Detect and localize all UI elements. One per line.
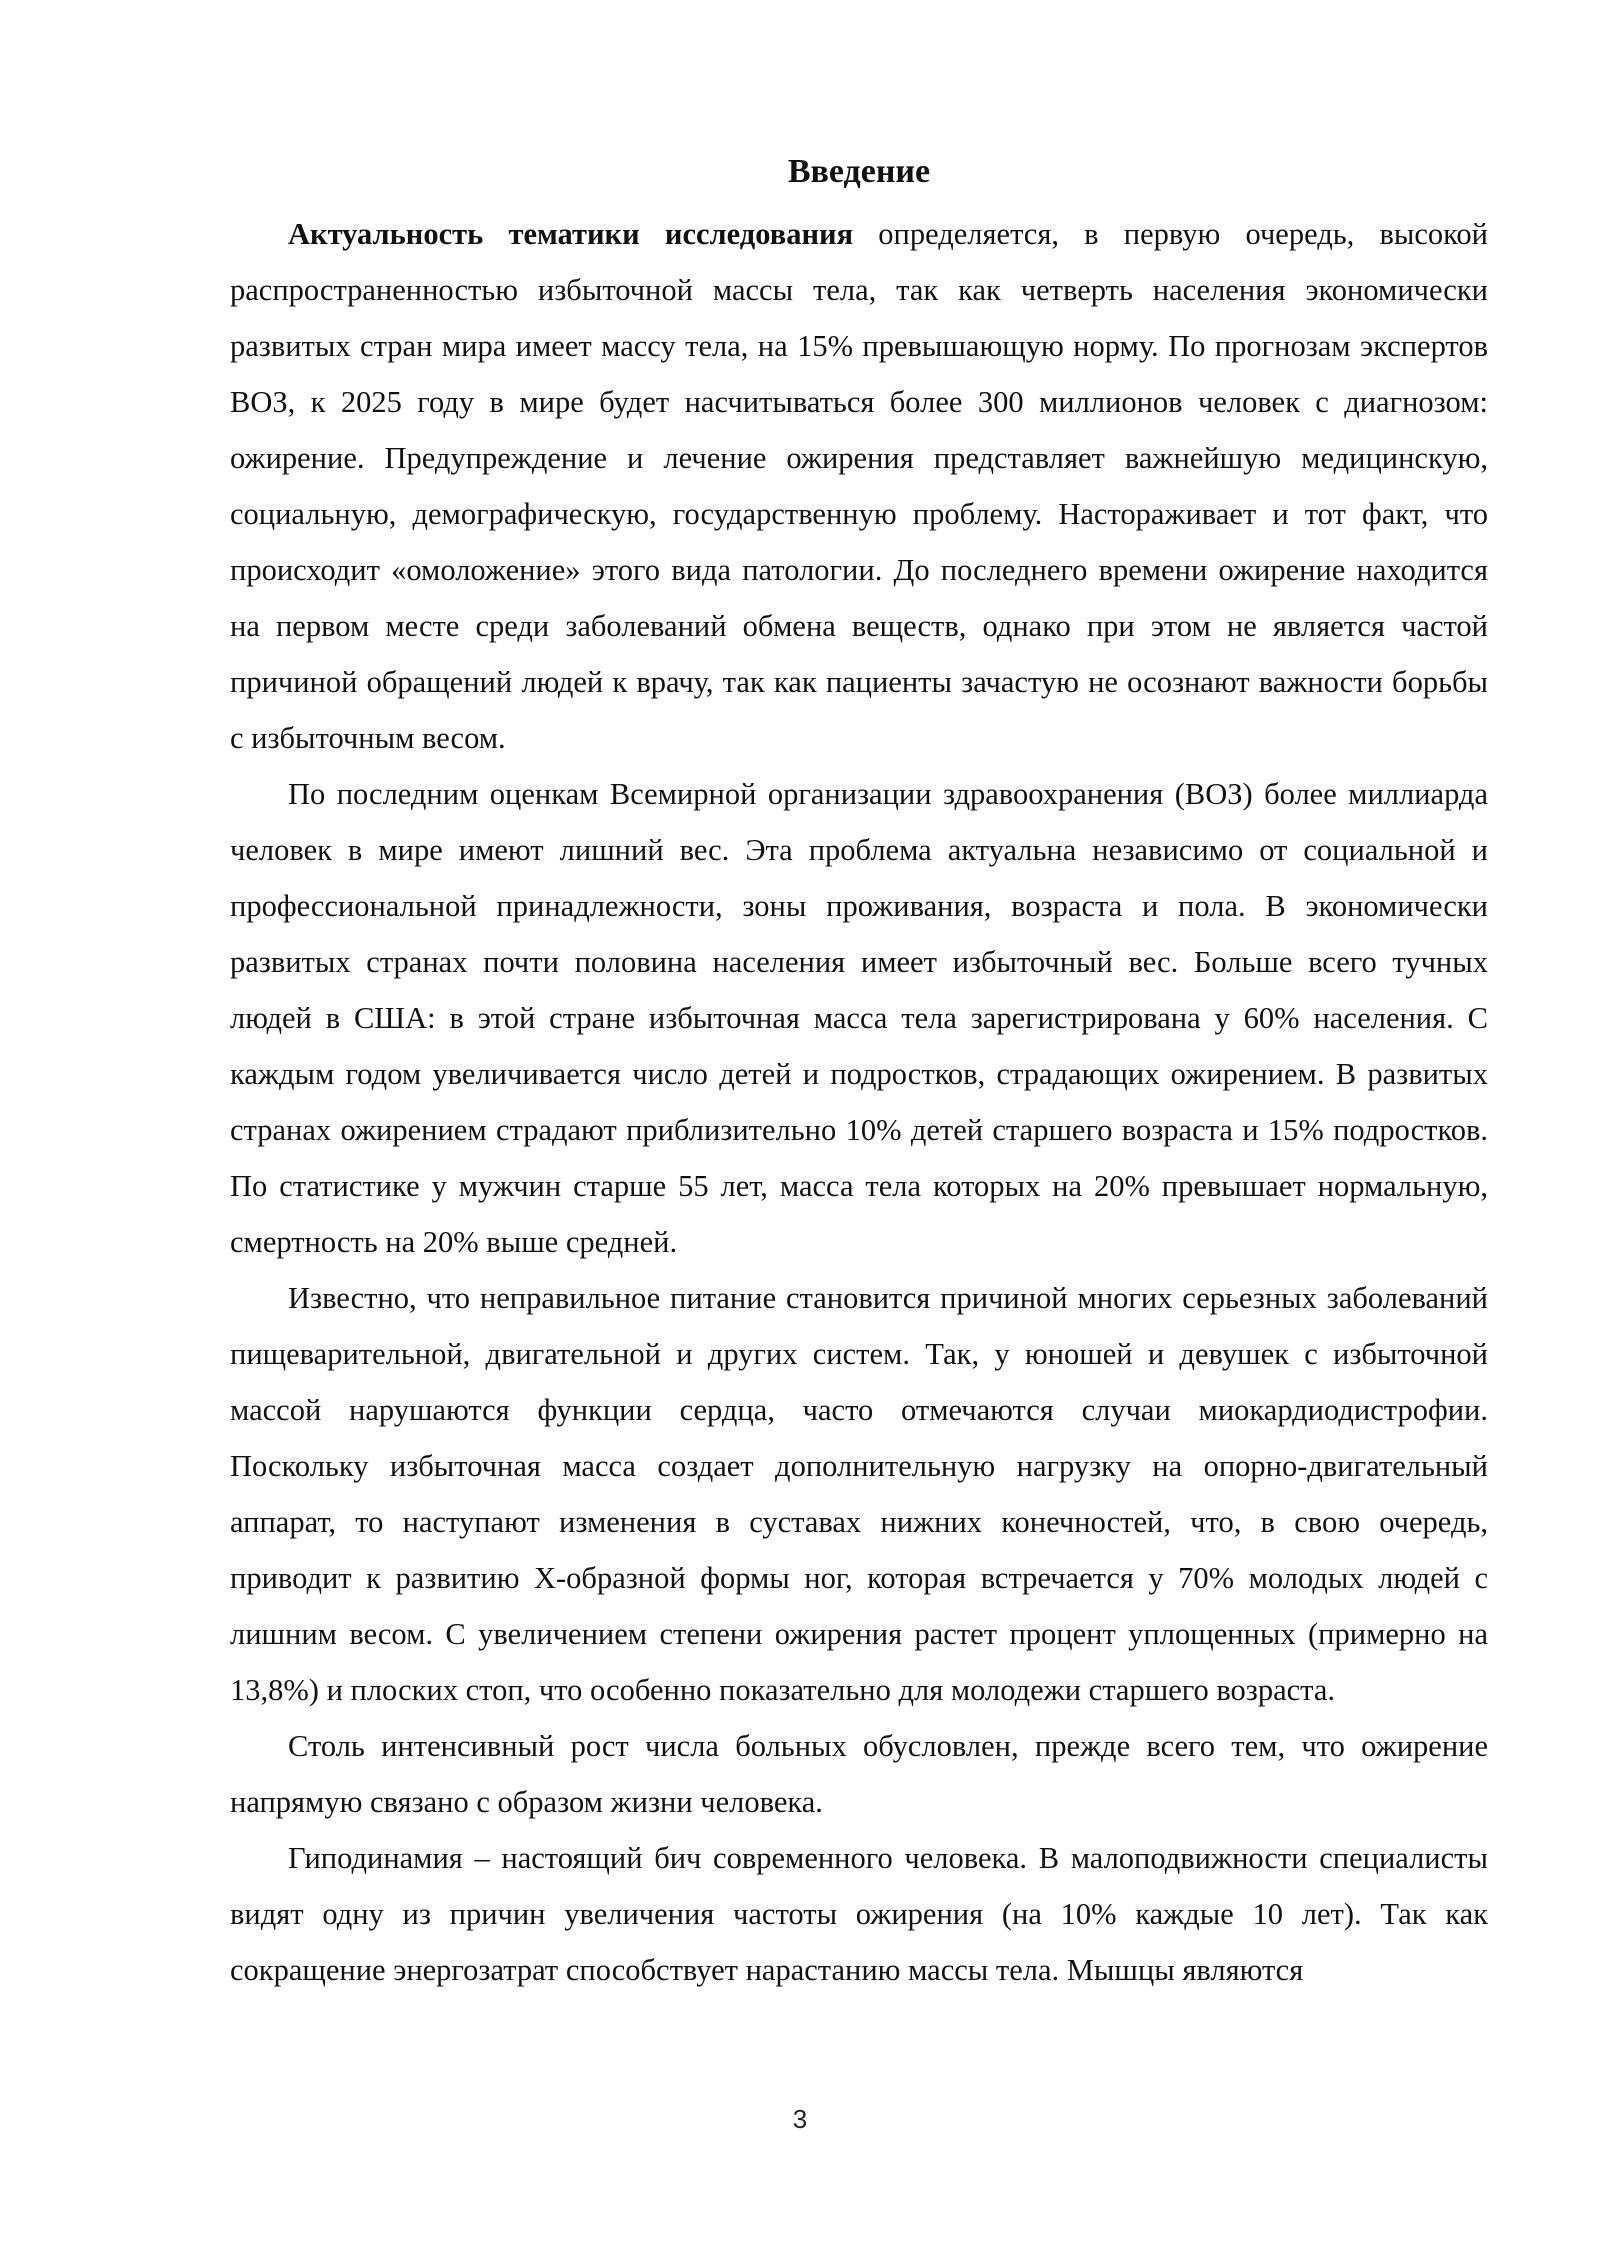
page-content bbox=[230, 140, 1488, 1998]
paragraph-diseases: Известно, что неправильное питание становится причиной многих серьезных заболеваний пищеварительной, двигательной и других систем. Так, у юношей и девушек с избыточной массой нарушаются функции сердца, часто отмечаются случаи миокардиодистрофии. Поскольку избыточная масса создает дополнительную нагрузку на опорно-двигательный аппарат, то наступают изменения в суставах нижних конечностей, что, в свою очередь, приводит к развитию Х-образной формы ног, которая встречается у 70% молодых людей с лишним весом. С увеличением степени ожирения растет процент уплощенных (примерно на 13,8%) и плоских стоп, что особенно показательно для молодежи старшего возраста. bbox=[230, 1281, 1488, 1707]
paragraph-hypodynamia: Гиподинамия – настоящий бич современного человека. В малоподвижности специалисты видят одну из причин увеличения частоты ожирения (на 10% каждые 10 лет). Так как сокращение энергозатрат способствует нарастанию массы тела. Мышцы являются bbox=[230, 1841, 1488, 1987]
page-title: Введение bbox=[787, 153, 931, 190]
paragraph-lifestyle: Столь интенсивный рост числа больных обусловлен, прежде всего тем, что ожирение напрямую связано с образом жизни человека. bbox=[230, 1729, 1488, 1819]
paragraph-relevance bbox=[230, 206, 1488, 766]
paragraph-text: определяется, в первую очередь, высокой распространенностью избыточной массы тела, так как четверть населения экономически развитых стран мира имеет массу тела, на 15% превышающую норму. По прогнозам экспертов ВОЗ, к 2025 году в мире будет насчитываться более 300 миллионов человек с диагнозом: ожирение. Предупреждение и лечение ожирения представляет важнейшую медицинскую, социальную, демографическую, государственную проблему. Настораживает и тот факт, что происходит «омоложение» этого вида патологии. До последнего времени ожирение находится на первом месте среди заболеваний обмена веществ, однако при этом не является частой причиной обращений людей к врачу, так как пациенты зачастую не осознают важности борьбы с избыточным весом. bbox=[230, 217, 1488, 755]
paragraph-lead-bold: Актуальность тематики исследования bbox=[288, 217, 854, 251]
paragraph-who-estimates: По последним оценкам Всемирной организации здравоохранения (ВОЗ) более миллиарда человек в мире имеют лишний вес. Эта проблема актуальна независимо от социальной и профессиональной принадлежности, зоны проживания, возраста и пола. В экономически развитых странах почти половина населения имеет избыточный вес. Больше всего тучных людей в США: в этой стране избыточная масса тела зарегистрирована у 60% населения. С каждым годом увеличивается число детей и подростков, страдающих ожирением. В развитых странах ожирением страдают приблизительно 10% детей старшего возраста и 15% подростков. По статистике у мужчин старше 55 лет, масса тела которых на 20% превышает нормальную, смертность на 20% выше средней. bbox=[230, 777, 1488, 1259]
page-number: 3 bbox=[792, 2104, 808, 2134]
